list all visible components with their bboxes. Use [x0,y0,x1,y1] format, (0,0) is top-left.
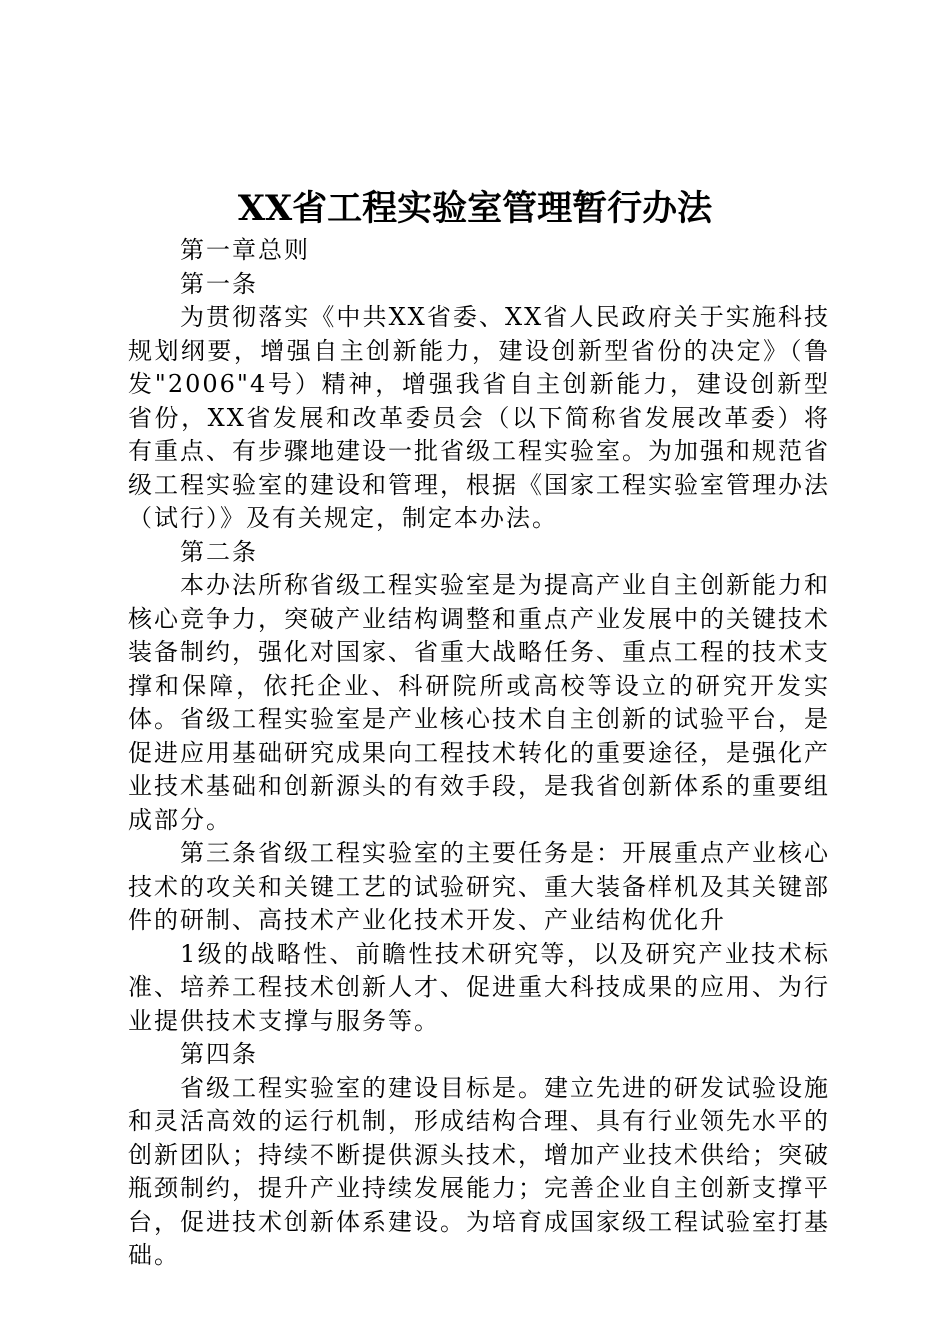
document-body [128,234,830,1273]
article-heading-1: 第一条 [180,269,258,298]
article-3-paragraph: 第三条省级工程实验室的主要任务是：开展重点产业核心技术的攻关和关键工艺的试验研究、重大装备样机及其关键部件的研制、高技术产业化技术开发、产业结构优化升 [128,839,830,934]
article-heading-2: 第二条 [180,537,258,566]
document-title: XX省工程实验室管理暂行办法 [237,188,713,229]
article-3-continuation-paragraph: 1级的战略性、前瞻性技术研究等，以及研究产业技术标准、培养工程技术创新人才、促进重大科技成果的应用、为行业提供技术支撑与服务等。 [128,939,830,1035]
article-heading-4: 第四条 [180,1040,258,1068]
article-4-paragraph: 省级工程实验室的建设目标是。建立先进的研发试验设施和灵活高效的运行机制，形成结构合理、具有行业领先水平的创新团队；持续不断提供源头技术，增加产业技术供给；突破瓶颈制约，提升产业持续发展能力；完善企业自主创新支撑平台，促进技术创新体系建设。为培育成国家级工程试验室打基础。 [128,1073,830,1269]
chapter-heading: 第一章总则 [180,236,310,264]
article-1-paragraph: 为贯彻落实《中共XX省委、XX省人民政府关于实施科技规划纲要，增强自主创新能力，建设创新型省份的决定》（鲁发"2006"4号）精神，增强我省自主创新能力，建设创新型省份，XX省发展和改革委员会（以下简称省发展改革委）将有重点、有步骤地建设一批省级工程实验室。为加强和规范省级工程实验室的建设和管理，根据《国家工程实验室管理办法（试行）》及有关规定，制定本办法。 [128,303,830,532]
article-2-paragraph: 本办法所称省级工程实验室是为提高产业自主创新能力和核心竞争力，突破产业结构调整和重点产业发展中的关键技术装备制约，强化对国家、省重大战略任务、重点工程的技术支撑和保障，依托企业、科研院所或高校等设立的研究开发实体。省级工程实验室是产业核心技术自主创新的试验平台，是促进应用基础研究成果向工程技术转化的重要途径，是强化产业技术基础和创新源头的有效手段，是我省创新体系的重要组成部分。 [128,571,830,834]
